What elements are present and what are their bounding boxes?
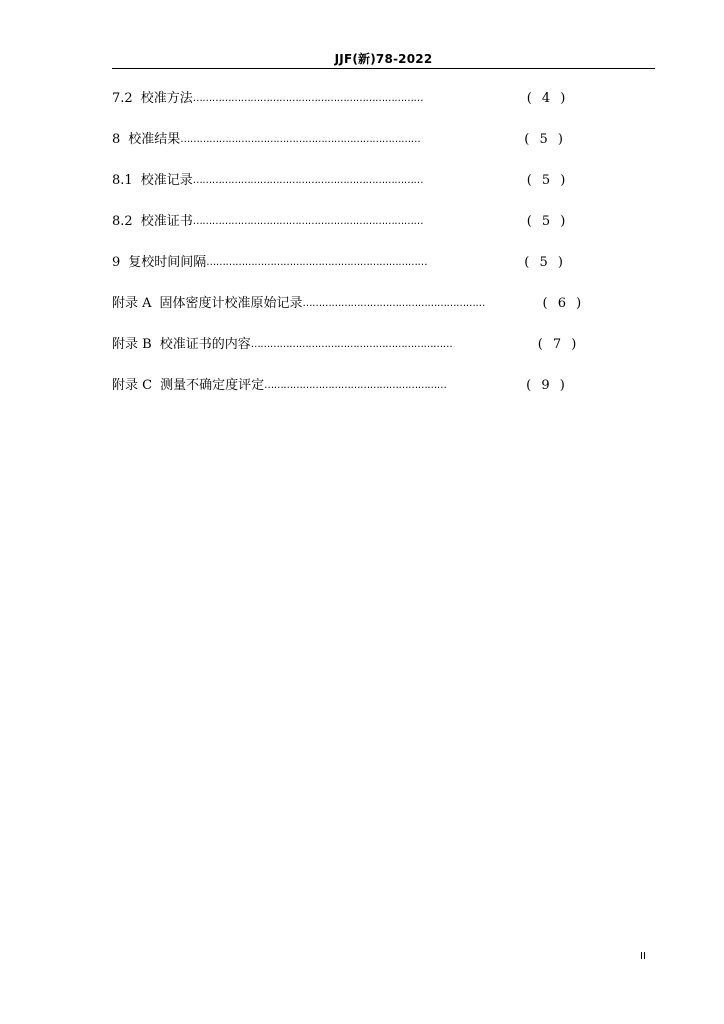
toc-entry-page: ( 5 ) (524, 255, 566, 270)
toc-entry[interactable] (112, 254, 632, 295)
toc-entry[interactable] (112, 131, 632, 172)
toc-leader-dots: ……………………………………………………………… (192, 216, 424, 227)
toc-entry-number: 7.2 (112, 91, 133, 106)
table-of-contents (112, 90, 632, 418)
toc-entry-page: ( 6 ) (542, 296, 585, 311)
toc-entry-title: 校准证书的内容 (159, 337, 251, 352)
toc-entry-number: 附录 A (112, 296, 152, 311)
toc-entry-number: 9 (112, 255, 121, 270)
toc-entry[interactable] (112, 213, 632, 254)
toc-entry[interactable] (112, 377, 632, 418)
toc-entry-title: 复校时间间隔 (128, 255, 207, 270)
toc-entry-page: ( 5 ) (526, 173, 569, 188)
toc-entry-title: 校准记录 (140, 173, 193, 188)
toc-entry-number: 8.1 (112, 173, 133, 188)
toc-entry-title: 校准结果 (128, 132, 181, 147)
toc-leader-dots: ………………………………………………………………… (180, 134, 421, 145)
toc-leader-dots: ……………………………………………………… (250, 339, 453, 350)
toc-entry-title: 校准方法 (140, 91, 193, 106)
toc-entry[interactable] (112, 336, 632, 377)
toc-leader-dots: ………………………………………………… (264, 380, 447, 391)
toc-entry-number: 8 (112, 132, 121, 147)
toc-entry[interactable] (112, 172, 632, 213)
toc-entry-page: ( 4 ) (526, 91, 569, 106)
page-number: II (640, 951, 646, 962)
toc-entry-page: ( 7 ) (537, 337, 580, 352)
toc-entry-page: ( 5 ) (524, 132, 566, 147)
toc-entry-title: 固体密度计校准原始记录 (159, 296, 303, 311)
toc-entry-number: 附录 B (112, 337, 152, 352)
toc-entry[interactable] (112, 295, 632, 336)
toc-entry[interactable] (112, 90, 632, 131)
toc-leader-dots: ……………………………………………………………… (192, 93, 424, 104)
standard-code: JJF(新)78-2022 (334, 52, 433, 66)
toc-leader-dots: …………………………………………………………… (206, 257, 428, 268)
toc-entry-number: 8.2 (112, 214, 133, 229)
toc-entry-page: ( 5 ) (526, 214, 569, 229)
toc-entry-title: 测量不确定度评定 (160, 378, 265, 393)
toc-entry-page: ( 9 ) (526, 378, 568, 393)
page-header (112, 52, 655, 69)
toc-entry-number: 附录 C (112, 378, 153, 393)
toc-leader-dots: ………………………………………………… (302, 298, 485, 309)
toc-leader-dots: ……………………………………………………………… (192, 175, 424, 186)
toc-entry-title: 校准证书 (140, 214, 193, 229)
